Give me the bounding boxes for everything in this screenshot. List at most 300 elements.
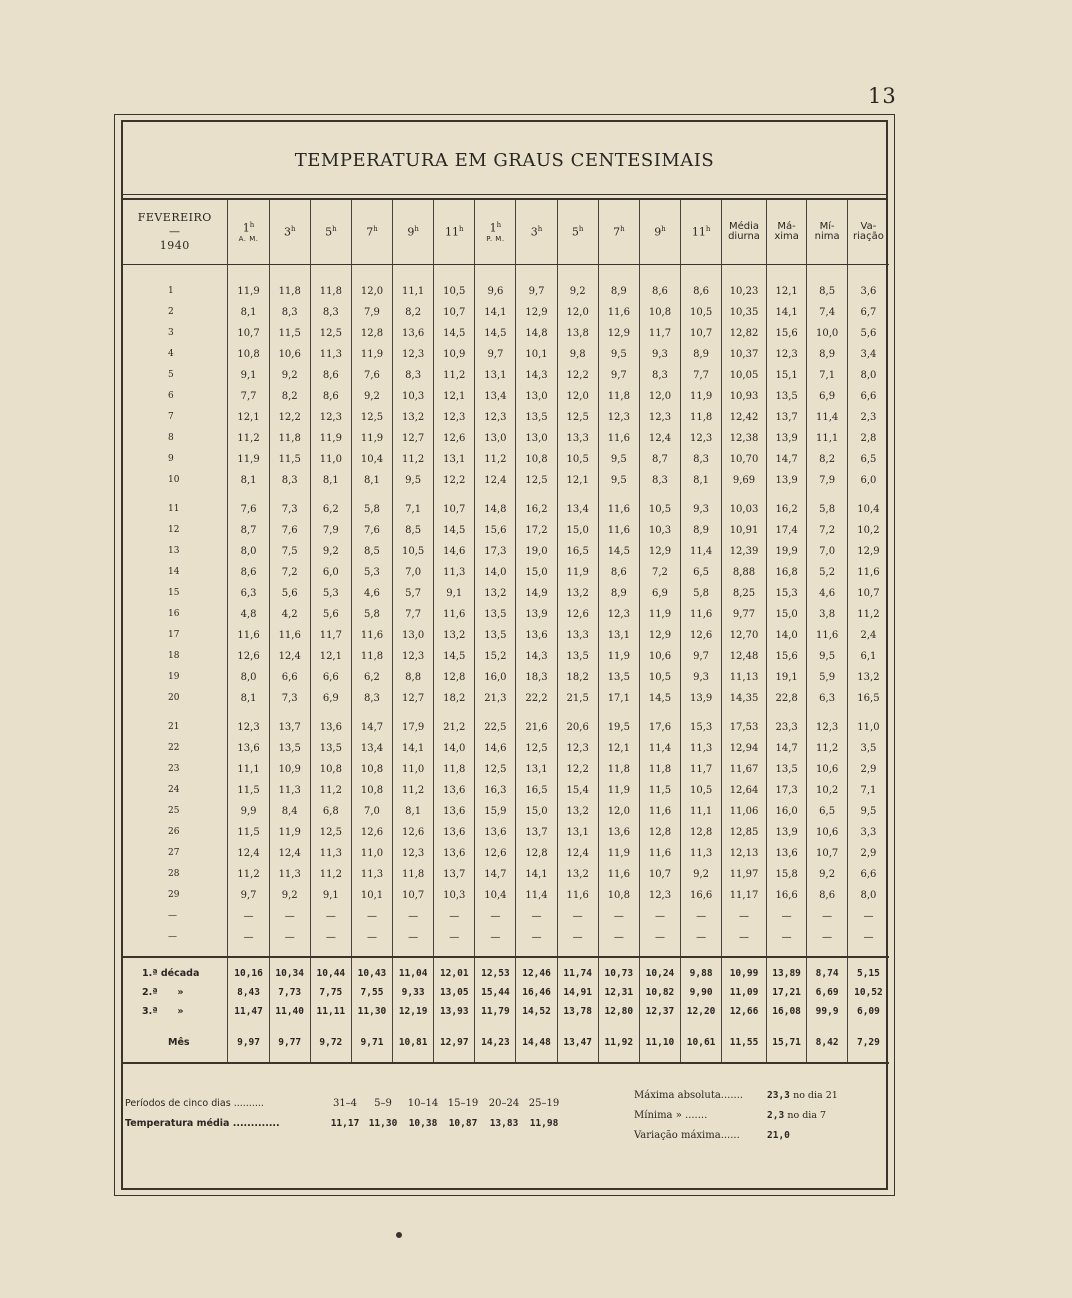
value-cell: 12,5 [516,738,557,759]
value-cell: 12,5 [516,470,557,491]
value-cell: 11,6 [847,562,889,583]
value-cell: 15,3 [681,709,722,738]
value-cell: 13,5 [766,386,807,407]
value-cell: 12,8 [434,667,475,688]
value-cell: 8,3 [639,365,680,386]
value-cell: 5,2 [807,562,848,583]
value-cell: 13,6 [434,822,475,843]
value-cell: 9,3 [681,491,722,520]
value-cell: 9,1 [310,885,351,906]
value-cell: 12,9 [516,302,557,323]
value-cell: 10,8 [598,885,639,906]
day-cell: 14 [168,567,180,577]
period-cell: 20–24 [488,1098,520,1109]
value-cell: 12,5 [475,759,516,780]
value-cell: 14,5 [434,520,475,541]
value-cell: 3,4 [847,344,889,365]
value-cell: 11,7 [310,625,351,646]
header-max-line: xima [774,231,799,242]
value-cell: 14,9 [516,583,557,604]
value-cell: 2,9 [847,843,889,864]
table-row [122,386,889,407]
value-cell: 10,4 [475,885,516,906]
value-cell: 10,8 [351,759,392,780]
value-cell: 11,5 [228,822,269,843]
day-cell: 18 [168,651,180,661]
summary-value: 12,19 [393,1002,434,1021]
value-cell: 8,3 [351,688,392,709]
summary-value: 12,31 [598,983,639,1002]
value-cell: 13,5 [475,604,516,625]
value-cell: 13,6 [434,780,475,801]
table-row [122,407,889,428]
value-cell: 8,1 [228,688,269,709]
var-value-wrap [767,1130,790,1141]
max-abs-label: Máxima absoluta....... [634,1090,744,1101]
value-cell: 13,2 [557,864,598,885]
value-cell: 9,6 [475,265,516,303]
value-cell: 12,3 [393,646,434,667]
value-cell: 16,6 [766,885,807,906]
value-cell: 11,4 [681,541,722,562]
value-cell: 12,1 [310,646,351,667]
value-cell: — [393,927,434,957]
day-cell: 11 [168,504,180,514]
table-row [122,688,889,709]
value-cell: — [516,927,557,957]
value-cell: 13,6 [598,822,639,843]
summary-value: 11,40 [269,1002,310,1021]
summary-value: 14,52 [516,1002,557,1021]
value-cell: 12,7 [393,428,434,449]
value-cell: 10,5 [639,667,680,688]
min-value-wrap [767,1110,826,1121]
value-cell: 8,9 [598,583,639,604]
value-cell: 12,8 [681,822,722,843]
value-cell: 13,6 [766,843,807,864]
value-cell: — [351,906,392,927]
table-row [122,428,889,449]
value-cell: — [434,906,475,927]
value-cell: 5,6 [310,604,351,625]
summary-row [122,957,889,983]
value-cell: — [681,906,722,927]
value-cell: 16,6 [681,885,722,906]
value-cell: 11,8 [434,759,475,780]
summary-value: 11,74 [557,957,598,983]
value-cell: 12,3 [639,407,680,428]
value-cell: 9,2 [269,885,310,906]
value-cell: 12,3 [228,709,269,738]
value-cell: 10,7 [639,864,680,885]
value-cell: 10,1 [516,344,557,365]
summary-value: 11,79 [475,1002,516,1021]
summary-value: 13,89 [766,957,807,983]
value-cell: — [310,906,351,927]
value-cell: 10,91 [722,520,767,541]
value-cell: 11,2 [310,864,351,885]
value-cell: 7,2 [639,562,680,583]
value-cell: — [847,906,889,927]
value-cell: 11,4 [516,885,557,906]
value-cell: 13,6 [310,709,351,738]
value-cell: 11,6 [598,428,639,449]
period-cell: 15–19 [447,1098,479,1109]
summary-value: 13,93 [434,1002,475,1021]
value-cell: 12,85 [722,822,767,843]
table-row [122,885,889,906]
value-cell: 13,9 [766,428,807,449]
value-cell: — [557,927,598,957]
value-cell: 12,3 [434,407,475,428]
value-cell: 13,6 [475,822,516,843]
value-cell: 9,2 [269,365,310,386]
value-cell: 11,2 [310,780,351,801]
summary-value: 9,71 [351,1021,392,1063]
value-cell: — [516,906,557,927]
table-row [122,302,889,323]
value-cell: 19,9 [766,541,807,562]
summary-label: 2.ª » [142,987,184,998]
value-cell: 12,6 [681,625,722,646]
value-cell: 12,0 [639,386,680,407]
value-cell: 12,3 [310,407,351,428]
value-cell: 12,3 [598,604,639,625]
header-max-line: Má- [777,221,796,232]
value-cell: 9,2 [351,386,392,407]
value-cell: 12,39 [722,541,767,562]
value-cell: 10,70 [722,449,767,470]
temps-label: Temperatura média ............. [125,1118,280,1129]
day-cell: 15 [168,588,180,598]
value-cell: 4,6 [351,583,392,604]
summary-value: 7,55 [351,983,392,1002]
value-cell: 12,48 [722,646,767,667]
value-cell: 8,6 [228,562,269,583]
value-cell: 17,2 [516,520,557,541]
day-cell: 13 [168,546,180,556]
value-cell: 11,5 [228,780,269,801]
value-cell: 10,35 [722,302,767,323]
header-hour [681,200,722,265]
header-month: FEVEREIRO [137,211,212,224]
value-cell: 10,8 [228,344,269,365]
value-cell: 14,7 [766,738,807,759]
value-cell: — [807,906,848,927]
value-cell: 6,9 [807,386,848,407]
value-cell: 13,9 [516,604,557,625]
value-cell: 14,3 [516,646,557,667]
value-cell: 13,5 [598,667,639,688]
summary-value: 11,04 [393,957,434,983]
value-cell: 6,0 [310,562,351,583]
value-cell: 11,2 [228,428,269,449]
value-cell: 8,0 [847,885,889,906]
value-cell: 7,6 [269,520,310,541]
value-cell: 14,1 [766,302,807,323]
value-cell: 11,6 [807,625,848,646]
value-cell: 14,3 [516,365,557,386]
temperature-table [122,200,889,1064]
value-cell: 17,4 [766,520,807,541]
value-cell: 6,6 [847,864,889,885]
value-cell: 6,6 [269,667,310,688]
value-cell: 13,2 [393,407,434,428]
value-cell: 13,1 [598,625,639,646]
value-cell: 14,6 [434,541,475,562]
header-hour-sup: h [496,221,502,230]
value-cell: 15,0 [516,562,557,583]
value-cell: 8,2 [393,302,434,323]
summary-value: 11,55 [722,1021,767,1063]
value-cell: 15,6 [766,323,807,344]
value-cell: 8,9 [807,344,848,365]
summary-rows [122,957,889,1063]
value-cell: 2,8 [847,428,889,449]
summary-value: 15,44 [475,983,516,1002]
value-cell: 15,0 [766,604,807,625]
value-cell: 11,3 [434,562,475,583]
value-cell: 13,8 [557,323,598,344]
page-title: TEMPERATURA EM GRAUS CENTESIMAIS [294,150,715,171]
value-cell: 13,6 [228,738,269,759]
header-hour-number: 1 [489,221,497,235]
summary-value: 16,46 [516,983,557,1002]
value-cell: 11,17 [722,885,767,906]
value-cell: 13,2 [557,801,598,822]
value-cell: 11,6 [598,864,639,885]
value-cell: 14,5 [434,323,475,344]
value-cell: 11,6 [639,843,680,864]
value-cell: 11,1 [681,801,722,822]
value-cell: 12,6 [228,646,269,667]
value-cell: 21,5 [557,688,598,709]
header-max [766,200,807,265]
value-cell: 12,9 [639,625,680,646]
header-hour-number: 9 [654,225,662,239]
value-cell: 6,3 [228,583,269,604]
value-cell: 11,5 [269,323,310,344]
value-cell: — [557,906,598,927]
value-cell: 11,9 [557,562,598,583]
value-cell: 10,3 [393,386,434,407]
value-cell: 8,25 [722,583,767,604]
value-cell: 11,6 [557,885,598,906]
page-dot [396,1232,402,1238]
value-cell: 13,1 [557,822,598,843]
value-cell: 12,2 [434,470,475,491]
summary-value: 17,21 [766,983,807,1002]
value-cell: 9,3 [639,344,680,365]
value-cell: 8,1 [351,470,392,491]
value-cell: — [847,927,889,957]
var-label: Variação máxima...... [634,1130,740,1141]
value-cell: — [598,927,639,957]
day-cell: 29 [168,890,180,900]
value-cell: 12,82 [722,323,767,344]
day-cell: 17 [168,630,180,640]
header-hour-sup: h [459,225,464,234]
value-cell: 8,2 [807,449,848,470]
header-hour-number: 9 [407,225,415,239]
value-cell: 13,5 [557,646,598,667]
value-cell: 12,1 [434,386,475,407]
value-cell: 11,2 [807,738,848,759]
value-cell: 6,5 [807,801,848,822]
value-cell: 22,2 [516,688,557,709]
value-cell: 2,9 [847,759,889,780]
value-cell: 4,2 [269,604,310,625]
value-cell: 10,6 [639,646,680,667]
value-cell: 19,1 [766,667,807,688]
header-hour [516,200,557,265]
value-cell: 5,8 [681,583,722,604]
value-cell: 9,7 [516,265,557,303]
table-row [122,520,889,541]
value-cell: 7,9 [310,520,351,541]
value-cell: 10,5 [557,449,598,470]
value-cell: 13,6 [393,323,434,344]
value-cell: 13,0 [516,428,557,449]
summary-value: 7,29 [847,1021,889,1063]
value-cell: 11,3 [310,344,351,365]
value-cell: 14,7 [475,864,516,885]
value-cell: 5,8 [351,604,392,625]
summary-value: 11,09 [722,983,767,1002]
value-cell: 11,4 [639,738,680,759]
header-hour-sup: h [705,225,711,234]
header-hour-sup: h [332,225,337,234]
value-cell: 10,37 [722,344,767,365]
value-cell: 18,2 [434,688,475,709]
value-cell: 5,9 [807,667,848,688]
value-cell: 10,9 [434,344,475,365]
value-cell: 14,8 [475,491,516,520]
summary-value: 9,77 [269,1021,310,1063]
day-cell: 20 [168,693,180,703]
value-cell: 9,2 [681,864,722,885]
value-cell: 8,1 [228,302,269,323]
value-cell: 12,4 [269,843,310,864]
value-cell: 9,2 [807,864,848,885]
summary-value: 10,73 [598,957,639,983]
value-cell: 11,6 [269,625,310,646]
value-cell: 12,1 [766,265,807,303]
summary-value: 10,44 [310,957,351,983]
value-cell: 12,2 [557,365,598,386]
value-cell: 11,6 [639,801,680,822]
summary-label: Mês [122,1021,228,1063]
value-cell: 11,6 [434,604,475,625]
value-cell: 11,9 [598,780,639,801]
value-cell: 12,6 [351,822,392,843]
var-value: 21,0 [767,1130,790,1141]
value-cell: 3,5 [847,738,889,759]
value-cell: 12,5 [351,407,392,428]
value-cell: 5,6 [269,583,310,604]
summary-value: 99,9 [807,1002,848,1021]
value-cell: 13,5 [269,738,310,759]
value-cell: 22,8 [766,688,807,709]
value-cell: 15,6 [766,646,807,667]
value-cell: 6,2 [310,491,351,520]
value-cell: 8,3 [393,365,434,386]
header-var-line: riação [853,231,884,242]
value-cell: 11,9 [598,843,639,864]
value-cell: 7,1 [393,491,434,520]
value-cell: 7,0 [393,562,434,583]
value-cell: 13,1 [434,449,475,470]
value-cell: 6,8 [310,801,351,822]
summary-value: 11,10 [639,1021,680,1063]
table-row [122,449,889,470]
header-hour-number: 11 [691,225,706,239]
value-cell: 6,0 [847,470,889,491]
summary-value: 10,52 [847,983,889,1002]
value-cell: 11,2 [393,449,434,470]
value-cell: 8,9 [598,265,639,303]
header-hour-sup: h [249,221,255,230]
value-cell: 11,8 [681,407,722,428]
value-cell: 11,2 [228,864,269,885]
summary-value: 8,43 [228,983,269,1002]
value-cell: 13,3 [557,428,598,449]
value-cell: 10,8 [639,302,680,323]
value-cell: 9,7 [475,344,516,365]
table-row [122,864,889,885]
value-cell: 8,6 [310,386,351,407]
value-cell: 9,5 [598,449,639,470]
table-frame [114,114,895,1196]
header-hour-sup: h [537,225,543,234]
value-cell: 11,3 [269,780,310,801]
value-cell: 13,2 [557,583,598,604]
title-box [123,122,886,200]
value-cell: 19,5 [598,709,639,738]
value-cell: 15,9 [475,801,516,822]
value-cell: 11,7 [639,323,680,344]
value-cell: 8,3 [310,302,351,323]
value-cell: 14,0 [434,738,475,759]
summary-value: 11,47 [228,1002,269,1021]
value-cell: 14,0 [766,625,807,646]
day-cell: 9 [168,454,174,464]
day-cell: — [168,911,177,921]
value-cell: 12,0 [351,265,392,303]
value-cell: 10,2 [847,520,889,541]
value-cell: 10,7 [228,323,269,344]
value-cell: 17,1 [598,688,639,709]
value-cell: 13,2 [847,667,889,688]
day-cell: 21 [168,722,180,732]
header-min-line: Mí- [819,221,835,232]
value-cell: 8,9 [681,344,722,365]
value-cell: 12,4 [475,470,516,491]
value-cell: 12,9 [598,323,639,344]
periods-label: Períodos de cinco dias .......... [125,1098,264,1109]
value-cell: 11,97 [722,864,767,885]
summary-value: 12,46 [516,957,557,983]
value-cell: 11,9 [351,344,392,365]
min-note: no dia 7 [787,1110,827,1121]
period-temp-cell: 13,83 [489,1118,519,1129]
value-cell: 15,2 [475,646,516,667]
header-month-year [122,200,228,265]
summary-value: 12,53 [475,957,516,983]
summary-value: 6,09 [847,1002,889,1021]
value-cell: 15,3 [766,583,807,604]
summary-value: 15,71 [766,1021,807,1063]
